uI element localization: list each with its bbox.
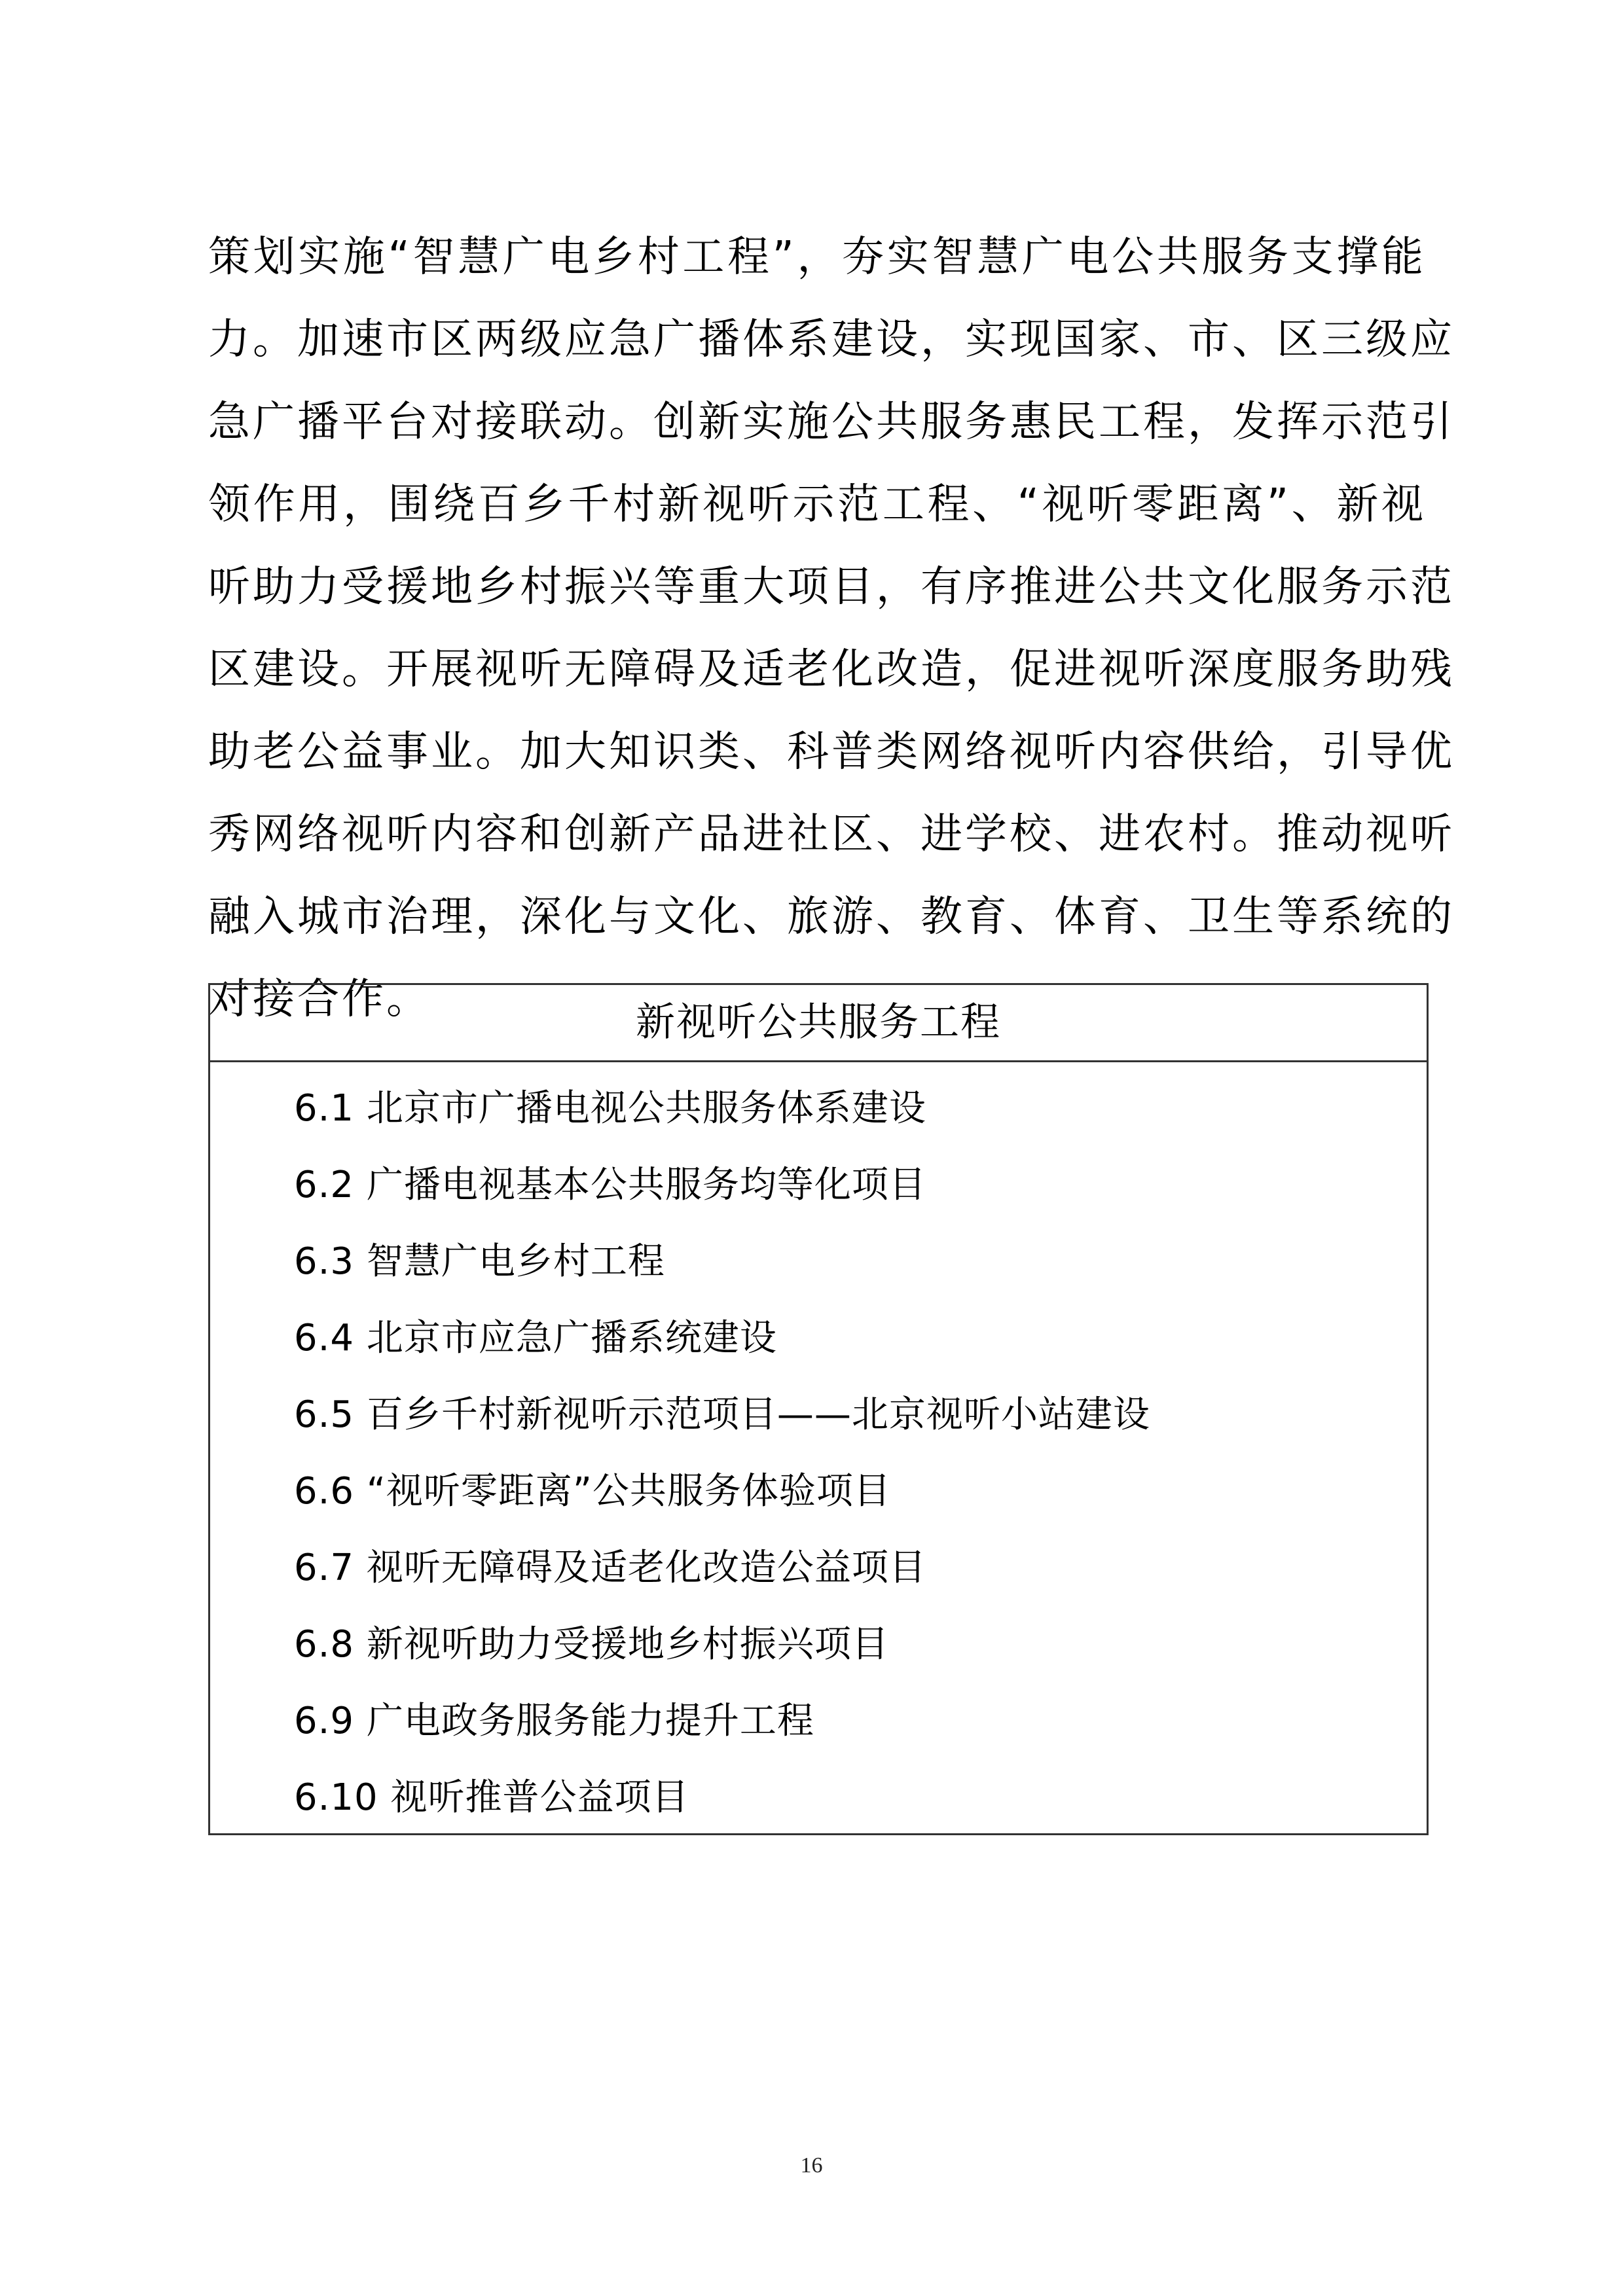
project-list-item: 6.3 智慧广电乡村工程 <box>294 1240 665 1283</box>
project-list-item: 6.8 新视听助力受援地乡村振兴项目 <box>294 1623 889 1666</box>
project-list-item: 6.9 广电政务服务能力提升工程 <box>294 1700 814 1742</box>
paragraph-line: 对接合作。 <box>208 975 431 1024</box>
body-paragraph <box>208 216 1455 1041</box>
paragraph-line: 区建设。开展视听无障碍及适老化改造，促进视听深度服务助残 <box>208 645 1455 694</box>
project-box <box>208 983 1429 1835</box>
project-box-title: 新视听公共服务工程 <box>210 985 1427 1062</box>
paragraph-line: 力。加速市区两级应急广播体系建设，实现国家、市、区三级应 <box>208 315 1455 364</box>
paragraph-line: 策划实施“智慧广电乡村工程”，夯实智慧广电公共服务支撑能 <box>208 233 1426 281</box>
paragraph-line: 融入城市治理，深化与文化、旅游、教育、体育、卫生等系统的 <box>208 893 1455 941</box>
project-list-item: 6.10 视听推普公益项目 <box>294 1776 689 1819</box>
paragraph-line: 听助力受援地乡村振兴等重大项目，有序推进公共文化服务示范 <box>208 563 1455 611</box>
paragraph-line: 急广播平台对接联动。创新实施公共服务惠民工程，发挥示范引 <box>208 398 1455 446</box>
project-list <box>210 1062 1427 1836</box>
project-list-item: 6.1 北京市广播电视公共服务体系建设 <box>294 1087 926 1130</box>
paragraph-line: 助老公益事业。加大知识类、科普类网络视听内容供给，引导优 <box>208 728 1455 776</box>
project-list-item: 6.7 视听无障碍及适老化改造公益项目 <box>294 1547 926 1589</box>
project-list-item: 6.5 百乡千村新视听示范项目——北京视听小站建设 <box>294 1393 1150 1436</box>
project-list-item: 6.6 “视听零距离”公共服务体验项目 <box>294 1470 891 1513</box>
paragraph-line: 秀网络视听内容和创新产品进社区、进学校、进农村。推动视听 <box>208 810 1455 859</box>
project-list-item: 6.2 广播电视基本公共服务均等化项目 <box>294 1164 926 1206</box>
page-number: 16 <box>800 2153 823 2178</box>
project-list-item: 6.4 北京市应急广播系统建设 <box>294 1317 777 1359</box>
paragraph-line: 领作用，围绕百乡千村新视听示范工程、“视听零距离”、新视 <box>208 480 1426 529</box>
